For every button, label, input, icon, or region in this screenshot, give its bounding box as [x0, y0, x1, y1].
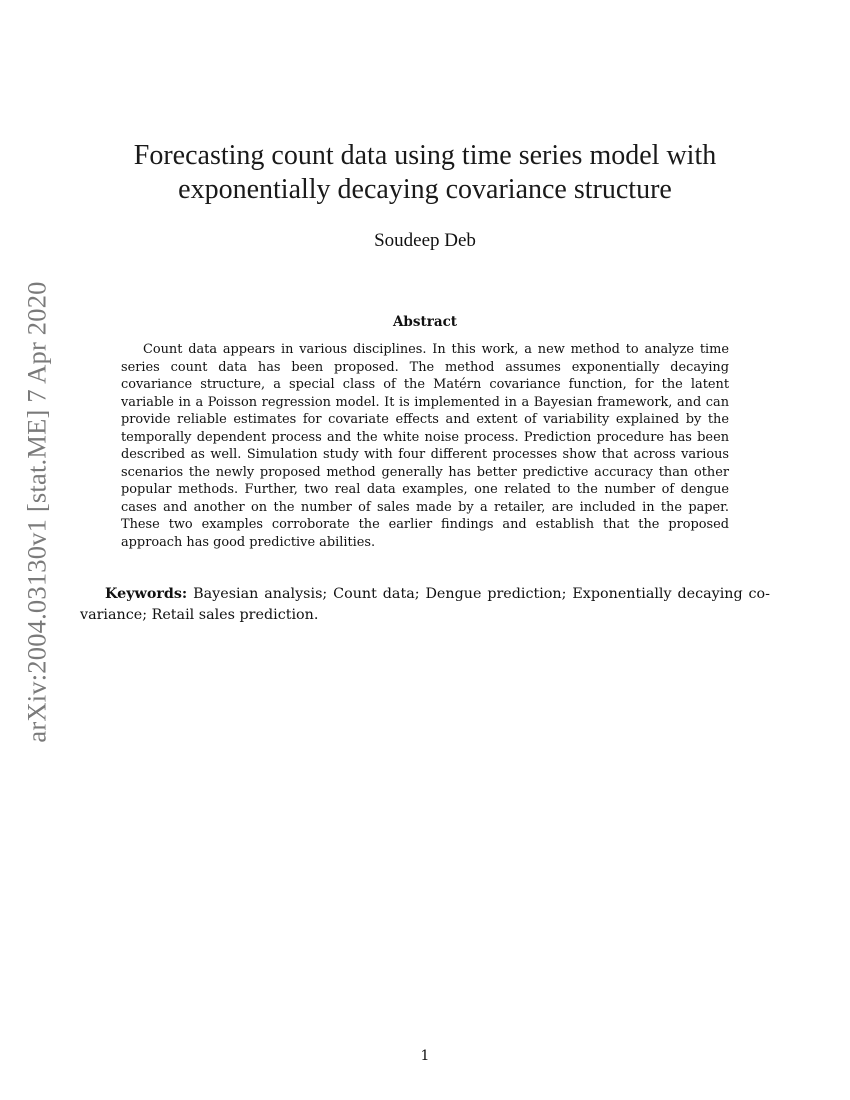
author-name: Soudeep Deb — [374, 230, 476, 251]
paper-title — [80, 139, 770, 207]
paper-title-line-1: Forecasting count data using time series model with — [133, 140, 717, 171]
keywords-label: Keywords: — [105, 586, 188, 602]
arxiv-identifier-stamp: arXiv:2004.03130v1 [stat.ME] 7 Apr 2020 — [21, 281, 52, 743]
abstract-heading: Abstract — [392, 314, 458, 330]
keywords-text: Bayesian analysis; Count data; Dengue prediction; Exponentially decaying co-variance; Retail sales prediction. — [80, 586, 770, 623]
page-number: 1 — [420, 1048, 430, 1064]
paper-title-line-2: exponentially decaying covariance structure — [178, 174, 672, 205]
keywords-paragraph — [80, 584, 770, 626]
abstract-body: Count data appears in various disciplines. In this work, a new method to analyze time series count data has been proposed. The method assumes exponentially decaying covariance structure, a special class of the Matérn covariance function, for the latent variable in a Poisson regression model. It is implemented in a Bayesian framework, and can provide reliable estimates for covariate effects and extent of variability explained by the temporally dependent process and the white noise process. Prediction procedure has been described as well. Simulation study with four different processes show that across various scenarios the newly proposed method generally has better predictive accuracy than other popular methods. Further, two real data examples, one related to the number of dengue cases and another on the number of sales made by a retailer, are included in the paper. These two examples corroborate the earlier findings and establish that the proposed approach has good predictive abilities. — [121, 342, 729, 551]
